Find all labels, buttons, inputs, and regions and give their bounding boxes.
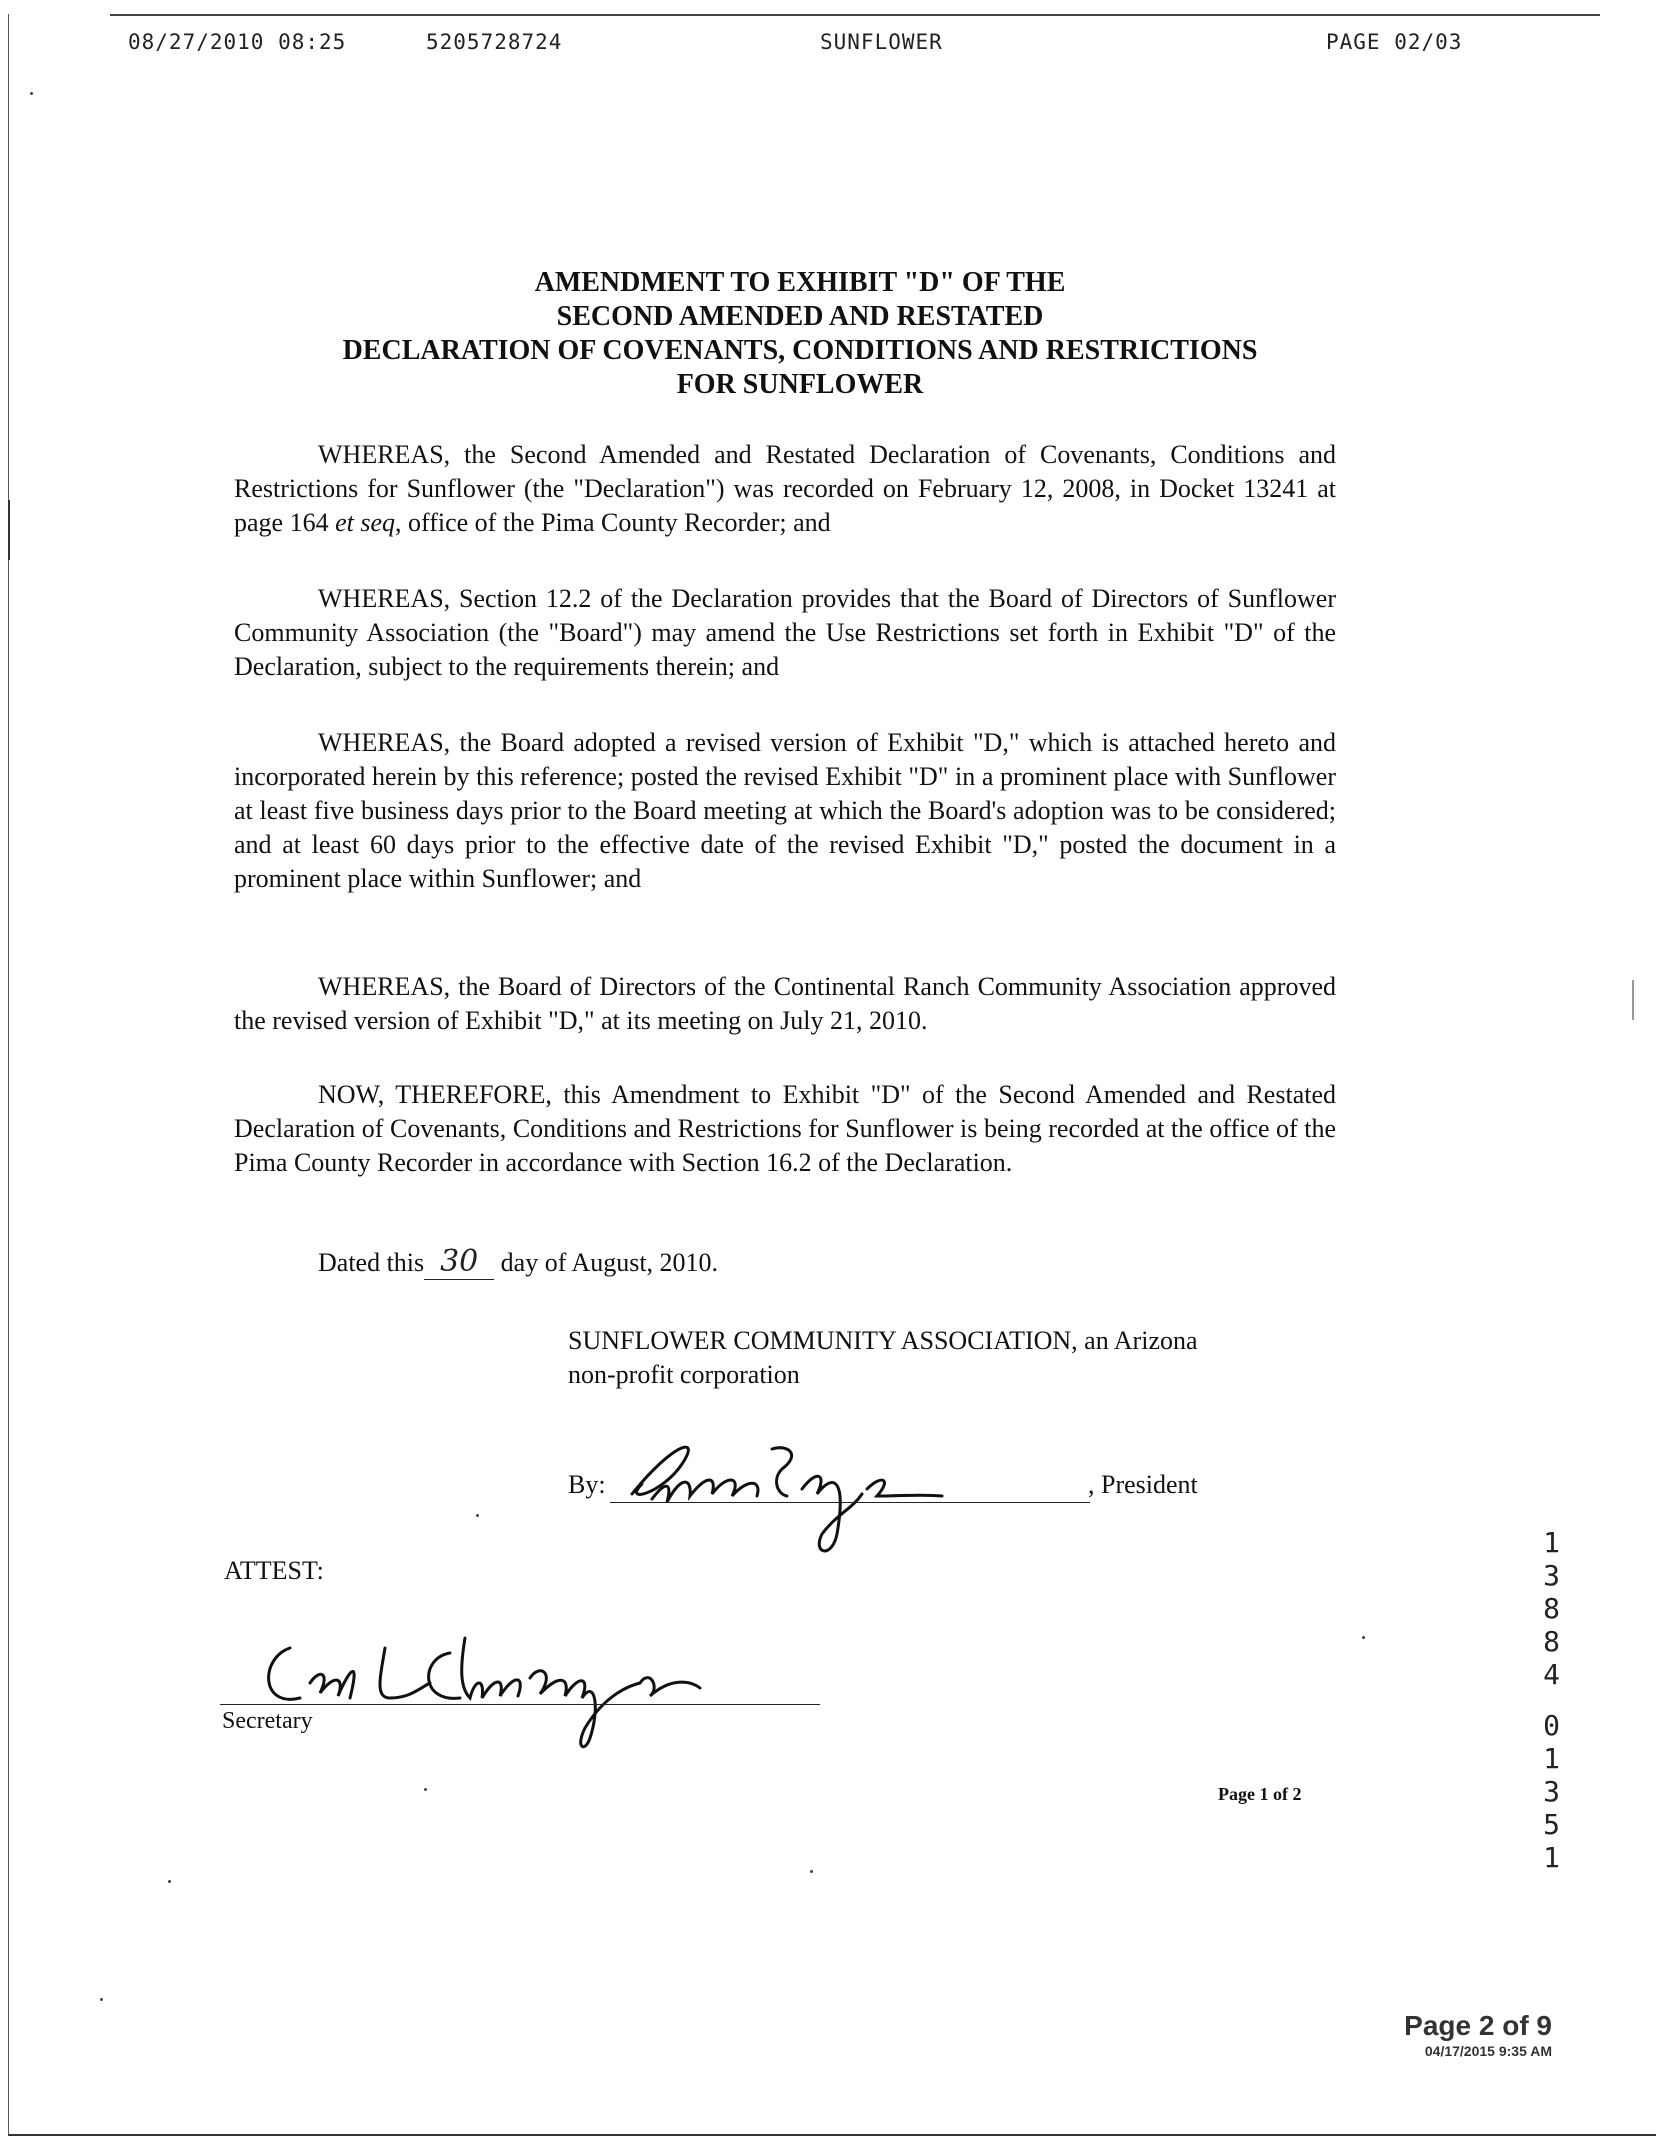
secretary-signature-block	[220, 1628, 840, 1758]
scan-speck	[810, 1870, 813, 1873]
title-line: AMENDMENT TO EXHIBIT "D" OF THE	[534, 267, 1066, 298]
scan-edge-mark	[8, 500, 10, 560]
association-block	[568, 1324, 1338, 1392]
fax-page: PAGE 02/03	[1326, 30, 1463, 54]
fax-phone: 5205728724	[426, 30, 563, 54]
fax-datetime: 08/27/2010 08:25	[128, 30, 347, 54]
president-title: , President	[1088, 1470, 1198, 1499]
scan-speck	[424, 1788, 427, 1791]
footer-page-stamp	[1404, 2010, 1552, 2060]
title-line: SECOND AMENDED AND RESTATED	[556, 301, 1044, 332]
scan-speck	[100, 1998, 103, 2001]
fax-sender: SUNFLOWER	[820, 30, 943, 54]
paragraph-italic: et seq	[335, 508, 396, 537]
footer-timestamp: 04/17/2015 9:35 AM	[1424, 2043, 1552, 2059]
docket-part-2: 01351	[1535, 1709, 1568, 1874]
attest-label: ATTEST:	[224, 1556, 324, 1585]
association-type: non-profit corporation	[568, 1360, 800, 1389]
paragraph-now-therefore: NOW, THEREFORE, this Amendment to Exhibit "D" of the Second Amended and Restated Declaration of Covenants, Conditions and Restrictions for Sunflower is being recorded at the office of the Pima County Recorder in accordance with Section 16.2 of the Declaration.	[234, 1080, 1336, 1177]
dated-prefix: Dated this	[318, 1248, 425, 1277]
paragraph-text: , office of the Pima County Recorder; and	[395, 508, 831, 537]
paragraph-whereas-2: WHEREAS, Section 12.2 of the Declaration provides that the Board of Directors of Sunflower Community Association (the "Board") may amend the Use Restrictions set forth in Exhibit "D" of the Declaration, subject to the requirements therein; and	[234, 584, 1336, 681]
paragraph-whereas-3: WHEREAS, the Board adopted a revised version of Exhibit "D," which is attached hereto and incorporated herein by this reference; posted the revised Exhibit "D" in a prominent place with Sunflower at least five business days prior to the Board meeting at which the Board's adoption was to be considered; and at least 60 days prior to the effective date of the revised Exhibit "D," posted the document in a prominent place within Sunflower; and	[234, 728, 1336, 893]
president-signature-block	[568, 1452, 1338, 1562]
page-number-original: Page 1 of 2	[1218, 1784, 1302, 1804]
fax-header	[128, 30, 1498, 62]
by-label: By:	[568, 1470, 606, 1499]
scan-speck	[476, 1514, 479, 1517]
secretary-rule	[220, 1704, 820, 1705]
signature-rule	[610, 1502, 1090, 1503]
association-name: SUNFLOWER COMMUNITY ASSOCIATION, an Arizona	[568, 1326, 1198, 1355]
document-title	[240, 266, 1360, 402]
title-line: FOR SUNFLOWER	[676, 369, 924, 400]
paragraph-whereas-4: WHEREAS, the Board of Directors of the Continental Ranch Community Association approved the revised version of Exhibit "D," at its meeting on July 21, 2010.	[234, 972, 1336, 1035]
dated-line	[318, 1244, 718, 1280]
paragraph-whereas-1	[234, 438, 1336, 540]
scan-edge-mark	[1632, 980, 1634, 1020]
docket-stamp	[1535, 1526, 1568, 1874]
president-signature	[612, 1424, 952, 1564]
dated-day: 30	[424, 1244, 494, 1280]
title-line: DECLARATION OF COVENANTS, CONDITIONS AND RESTRICTIONS	[342, 335, 1258, 366]
docket-part-1: 13884	[1535, 1526, 1568, 1691]
dated-suffix: day of August, 2010.	[494, 1248, 719, 1277]
scan-speck	[30, 92, 33, 95]
secretary-signature	[220, 1628, 840, 1758]
scan-speck	[1362, 1636, 1365, 1639]
scan-speck	[168, 1880, 171, 1883]
footer-page-number: Page 2 of 9	[1404, 2010, 1552, 2041]
paragraph-text: WHEREAS, the Second Amended and Restated Declaration of Covenants, Conditions and Restrictions for Sunflower (the "Declaration") was recorded on February 12, 2008, in Docket 13241 at page 164	[234, 440, 1336, 537]
secretary-label: Secretary	[222, 1708, 313, 1734]
top-rule	[110, 14, 1600, 16]
